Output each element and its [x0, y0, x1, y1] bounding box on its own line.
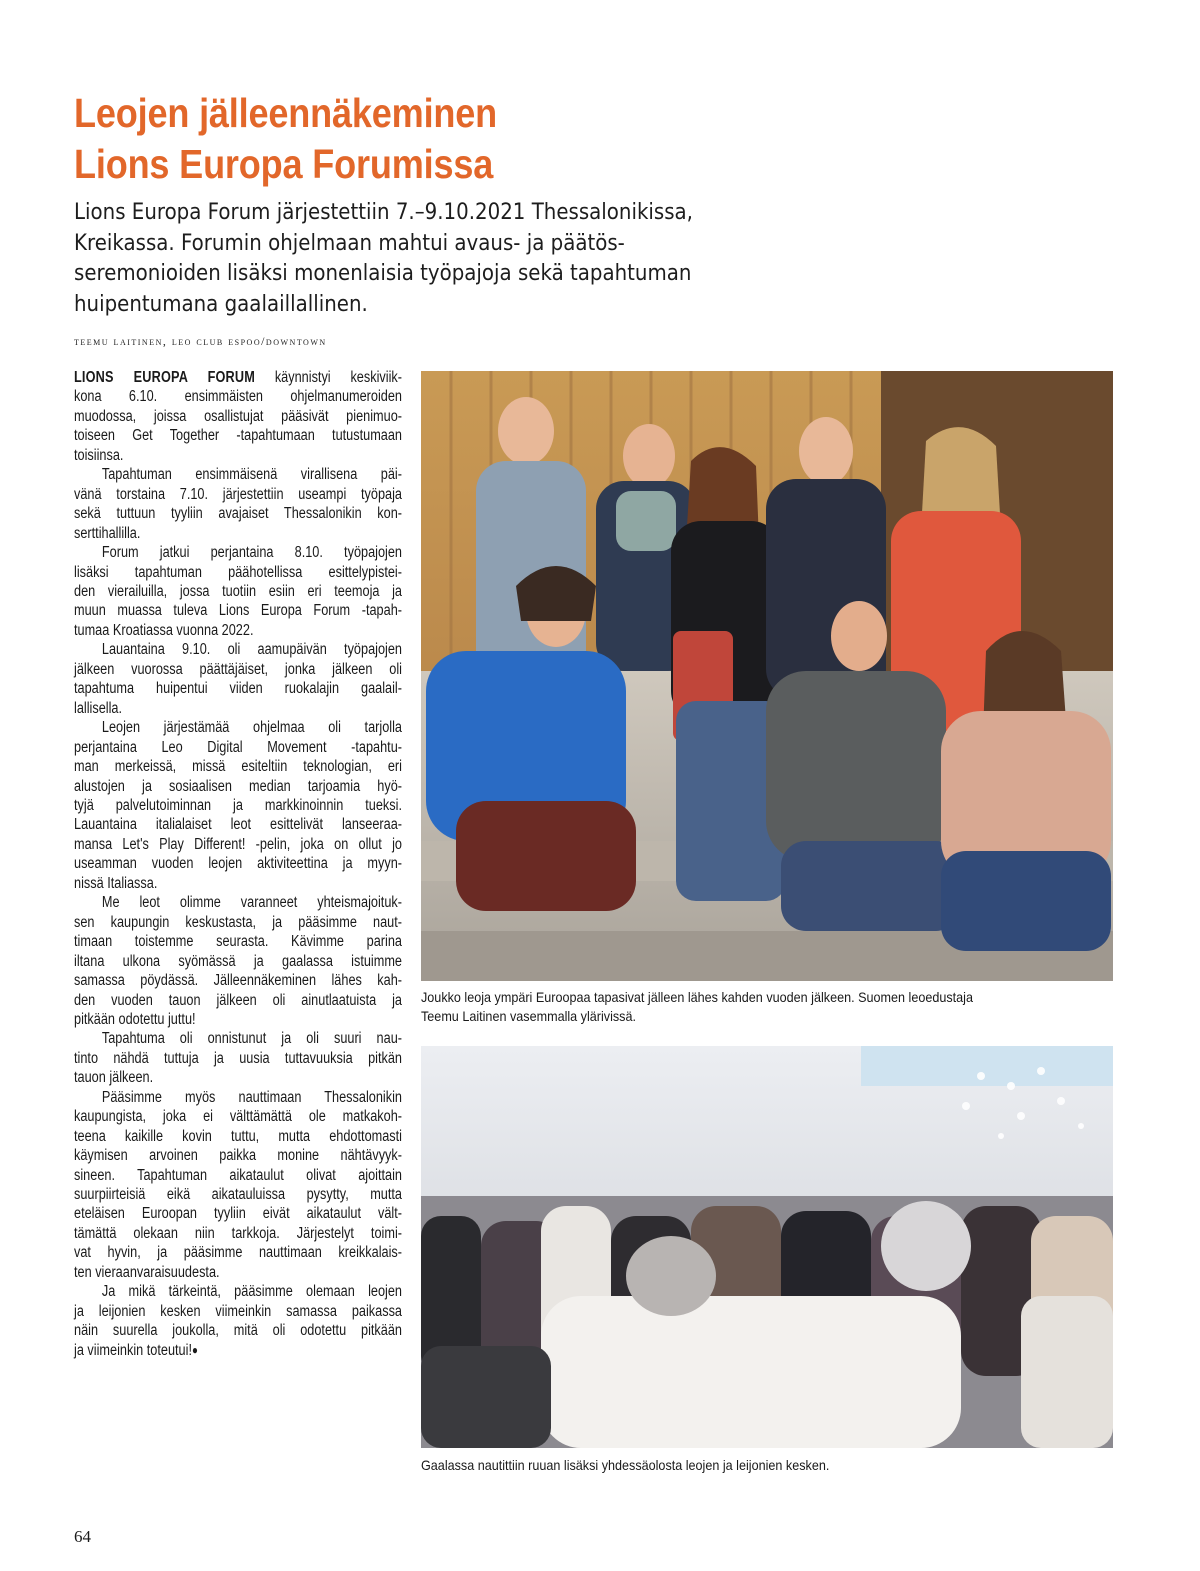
body-line: Tapahtuma oli onnistunut ja oli suuri nau-	[101, 1030, 402, 1048]
article-lead	[74, 198, 693, 320]
body-line: Ja mikä tärkeintä, pääsimme olemaan leojen	[101, 1283, 402, 1301]
body-line: tyjä palvelutoiminnan ja markkinoinnin tueksi.	[74, 796, 402, 814]
body-line: Pääsimme myös nauttimaan Thessalonikin	[101, 1088, 402, 1106]
group-photo	[421, 371, 1113, 981]
body-line: kona 6.10. ensimmäisten ohjelmanumeroiden	[74, 388, 402, 406]
body-line: ja viimeinkin toteutui!●	[74, 1341, 198, 1359]
body-line: sekä tuttuun tyyliin avajaiset Thessalonikin kon-	[74, 505, 402, 523]
body-line: tapahtuma huipentui viiden ruokalajin gaalail-	[74, 680, 402, 698]
lead-line: Lions Europa Forum järjestettiin 7.–9.10.2021 Thessalonikissa,	[74, 200, 693, 225]
title-line: Lions Europa Forumissa	[74, 141, 494, 187]
body-line: eteläisen Euroopan tyyliin eivät aikataulut vält-	[74, 1205, 402, 1223]
body-line: mansa Let's Play Different! -pelin, joka on ollut jo	[74, 835, 402, 853]
body-line: Tapahtuman ensimmäisenä virallisena päi-	[101, 466, 402, 484]
body-line: tumaa Kroatiassa vuonna 2022.	[74, 621, 254, 639]
body-line: jälkeen vuorossa päättäjäiset, jonka jälkeen oli	[74, 660, 402, 678]
body-line: useamman vuoden leojen aktiviteettina ja myyn-	[74, 855, 402, 873]
body-line: tämättä olekaan niin tarkkoja. Järjestelyt toimi-	[74, 1224, 402, 1242]
body-text	[74, 368, 402, 1360]
caption-line: Gaalassa nautittiin ruuan lisäksi yhdessäolosta leojen ja leijonien kesken.	[421, 1457, 830, 1473]
body-line: perjantaina Leo Digital Movement -tapahtu-	[74, 738, 402, 756]
gala-photo-caption	[421, 1456, 1051, 1475]
body-line: muodossa, joissa osallistujat pääsivät pienimuo-	[74, 407, 402, 425]
title-line: Leojen jälleennäkeminen	[74, 90, 498, 136]
body-line: man merkeissä, missä esiteltiin teknologian, eri	[74, 758, 402, 776]
byline: teemu laitinen, leo club espoo/downtown	[74, 334, 327, 348]
body-line: käymisen arvoinen paikka monine nähtävyyk-	[74, 1147, 402, 1165]
body-line: ten vieraanvaraisuudesta.	[74, 1263, 220, 1281]
body-line: sen kaupungin keskustasta, ja pääsimme naut-	[74, 913, 402, 931]
body-line: sineen. Tapahtuman aikataulut olivat ajoittain	[74, 1166, 402, 1184]
body-line: alustojen ja sosiaalisen median tarjoamia hyö-	[74, 777, 402, 795]
lead-line: Kreikassa. Forumin ohjelmaan mahtui avaus- ja päätös-	[74, 230, 625, 256]
body-line: näin suurella joukolla, mitä oli odotettu pitkään	[74, 1322, 402, 1340]
body-line: lisäksi tapahtuman päähotellissa esittelypistei-	[74, 563, 402, 581]
body-line: ja leijonien kesken viimeinkin samassa paikassa	[74, 1302, 402, 1320]
body-line: toiseen Get Together -tapahtumaan tutustumaan	[74, 427, 402, 445]
article-title	[74, 88, 998, 190]
body-line: teena kaikille kovin tuttu, mutta ehdottomasti	[74, 1127, 402, 1145]
group-photo-caption	[421, 988, 1051, 1026]
body-line: vat hyvin, ja pääsimme nauttimaan kreikkalais-	[74, 1244, 402, 1262]
caption-line: Teemu Laitinen vasemmalla ylärivissä.	[421, 1008, 636, 1024]
body-line: muun muassa tuleva Lions Europa Forum -tapah-	[74, 602, 402, 620]
body-line: Lauantaina 9.10. oli aamupäivän työpajojen	[101, 641, 402, 659]
body-line: vänä torstaina 7.10. järjestettiin useampi työpaja	[74, 485, 402, 503]
end-mark: ●	[191, 1342, 198, 1357]
body-line: Forum jatkui perjantaina 8.10. työpajojen	[101, 544, 402, 562]
body-line: Lauantaina italialaiset leot esittelivät lanseeraa-	[74, 816, 402, 834]
body-line: kaupungista, joka ei välttämättä ole matkakoh-	[74, 1108, 402, 1126]
body-line: toisiinsa.	[74, 446, 124, 464]
gala-photo	[421, 1046, 1113, 1448]
page-number: 64	[74, 1527, 91, 1546]
body-line: lallisella.	[74, 699, 123, 717]
body-line: iltana ulkona syömässä ja gaalassa istuimme	[74, 952, 402, 970]
body-line: samassa pöydässä. Jälleennäkeminen lähes kah-	[74, 972, 402, 990]
body-line: Leojen järjestämää ohjelmaa oli tarjolla	[101, 719, 402, 737]
lead-line: seremonioiden lisäksi monenlaisia työpajoja sekä tapahtuman	[74, 261, 692, 286]
body-line: tauon jälkeen.	[74, 1069, 154, 1087]
lead-line: huipentumana gaalaillallinen.	[74, 291, 368, 317]
lead-in: LIONS EUROPA FORUM	[74, 369, 256, 386]
body-line: nissä Italiassa.	[74, 874, 158, 892]
caption-line: Joukko leoja ympäri Euroopaa tapasivat jälleen lähes kahden vuoden jälkeen. Suomen leoedustaja	[421, 989, 973, 1005]
body-line: suurpiirteisiä eikä aikatauluissa pysytty, mutta	[74, 1186, 402, 1204]
body-line: Me leot olimme varanneet yhteismajoituk-	[101, 894, 402, 912]
body-line: den vuoden tauon jälkeen oli ainutlaatuista ja	[74, 991, 402, 1009]
body-line: serttihallilla.	[74, 524, 141, 542]
body-line: pitkään odotettu juttu!	[74, 1010, 196, 1028]
body-line: den vierailuilla, jossa tuotiin esiin eri teemoja ja	[74, 582, 402, 600]
body-line: tinto nähdä tuttuja ja uusia tuttavuuksia pitkän	[74, 1049, 402, 1067]
body-line: timaan toistemme seurasta. Kävimme parina	[74, 933, 402, 951]
body-line: LIONS EUROPA FORUM käynnistyi keskiviik-	[74, 369, 402, 386]
